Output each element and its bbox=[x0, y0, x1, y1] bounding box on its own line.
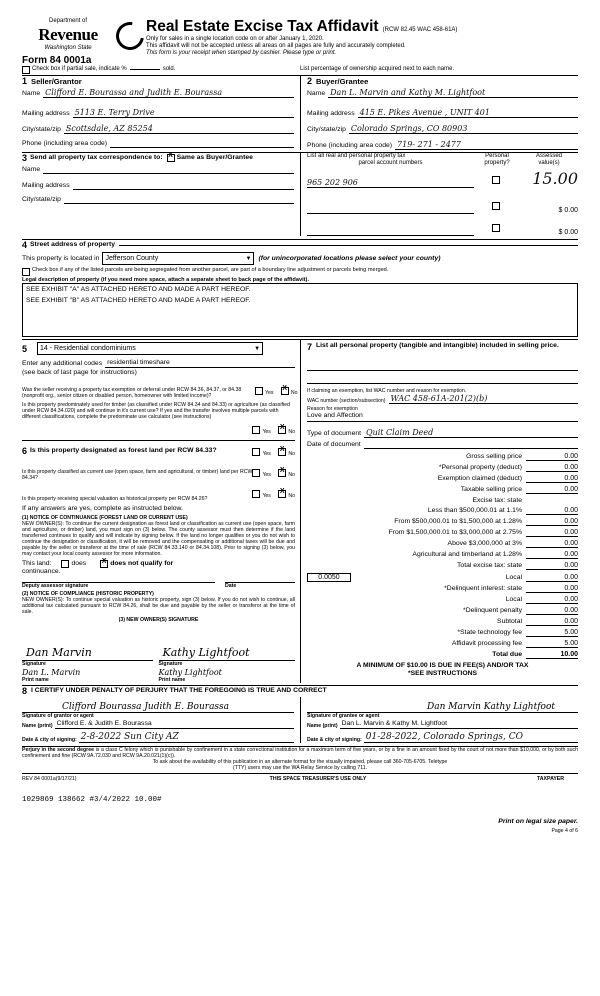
taxpayer-label: TAXPAYER bbox=[537, 776, 564, 782]
deputy-date-label: Date bbox=[225, 583, 237, 589]
parcel-number-1[interactable] bbox=[307, 213, 474, 214]
corr-citystatezip-input[interactable] bbox=[64, 203, 294, 204]
section-certification bbox=[22, 685, 578, 743]
calc-row-0 bbox=[307, 453, 578, 461]
q8-no-checkbox[interactable] bbox=[278, 490, 286, 498]
form-title: Real Estate Excise Tax Affidavit bbox=[146, 18, 379, 35]
personal-property-input[interactable] bbox=[307, 352, 578, 371]
corr-mailing-label: Mailing address bbox=[22, 182, 70, 189]
grantee-name-value[interactable]: Dan L. Marvin & Kathy M. Lightfoot bbox=[340, 720, 578, 729]
current-use-question: Is this property classified as current use (open space, farm and agricultural, or timber) land per RCW 84.34? bbox=[22, 469, 253, 481]
assessed-value-1[interactable]: $ 0.00 bbox=[558, 207, 578, 214]
historic-question: Is this property receiving special valuation as historical property per RCW 84.26? bbox=[22, 496, 208, 502]
print-name-label-left: Print name bbox=[22, 677, 49, 683]
ada-line-1: To ask about the availability of this publication in an alternate format for the visually impaired, please call 360-705-6705. Teletype bbox=[152, 759, 448, 765]
section8-title: I CERTIFY UNDER PENALTY OF PERJURY THAT THE FOREGOING IS TRUE AND CORRECT bbox=[31, 687, 327, 694]
calc-label-1: *Personal property (deduct) bbox=[438, 464, 522, 471]
calc-value-9[interactable]: 0.00 bbox=[526, 551, 578, 559]
grantee-date-value[interactable]: 01-28-2022, Colorado Springs, CO bbox=[364, 732, 578, 743]
calc-label-17: Affidavit processing fee bbox=[451, 640, 522, 647]
exemption-claim-label: If claiming an exemption, list WAC number and reason for exemption. bbox=[307, 388, 467, 394]
perjury-text: is a class C felony which is punishable by confinement in a state correctional institution for a maximum term of five years, or by a fine in an amount fixed by the court of not more than $10,000, or by both such confinement and fine (RCW 9A.72.030 and RCW 9A.20.021(1)(c)). bbox=[22, 747, 578, 759]
calc-value-17[interactable]: 5.00 bbox=[526, 640, 578, 648]
partial-sale-sold: sold. bbox=[162, 66, 176, 72]
calc-value-11[interactable]: 0.00 bbox=[526, 574, 578, 582]
calc-row-3 bbox=[307, 486, 578, 494]
agency-logo bbox=[22, 18, 142, 66]
grantor-date-label: Date & city of signing: bbox=[22, 737, 77, 743]
new-owner-signature-title: (3) NEW OWNER(S) SIGNATURE bbox=[118, 617, 199, 623]
county-select[interactable] bbox=[102, 252, 254, 265]
calc-label-15: Subtotal bbox=[497, 618, 522, 625]
q2-no-label: No bbox=[288, 429, 295, 435]
q2-no-checkbox[interactable] bbox=[278, 426, 286, 434]
dept-line1: Department of bbox=[48, 18, 88, 24]
calc-value-13[interactable]: 0.00 bbox=[526, 596, 578, 604]
seller-name-input[interactable]: Clifford E. Bourassa and Judith E. Bourassa bbox=[43, 88, 294, 98]
q7-no-checkbox[interactable] bbox=[278, 469, 286, 477]
buyer-citystatezip-label: City/state/zip bbox=[307, 126, 346, 133]
section1-title: Seller/Grantor bbox=[31, 76, 82, 86]
section5-number: 5 bbox=[22, 343, 28, 354]
document-type-label: Type of document bbox=[307, 430, 362, 437]
q1-yes-checkbox[interactable] bbox=[255, 387, 263, 395]
section-personal-property bbox=[300, 340, 578, 683]
calc-label-5: Less than $500,000.01 at 1.1% bbox=[427, 507, 522, 514]
minimum-due-note: A MINIMUM OF $10.00 IS DUE IN FEE(S) AND/OR TAX bbox=[356, 662, 529, 669]
calc-label-18: Total due bbox=[492, 651, 522, 658]
q7-no-label: No bbox=[288, 472, 295, 478]
section-use-code bbox=[22, 340, 300, 683]
calc-label-4: Excise tax: state bbox=[472, 497, 522, 504]
calc-value-0[interactable]: 0.00 bbox=[526, 453, 578, 461]
new-owner-print-right[interactable]: Kathy Lightfoot bbox=[158, 668, 222, 677]
buyer-phone-label: Phone (including area code) bbox=[307, 142, 393, 149]
form-sheet bbox=[22, 18, 578, 918]
exemption-question: Was the seller receiving a property tax exemption or deferral under RCW 84.36, 84.37, or 84.38 (nonprofit org., senior citizen or disabled person, homeowner with limited income)? bbox=[22, 387, 242, 399]
calc-value-15[interactable]: 0.00 bbox=[526, 618, 578, 626]
buyer-mailing-input[interactable]: 415 E. Pikes Avenue , UNIT 401 bbox=[358, 108, 578, 118]
land-does-not-checkbox[interactable] bbox=[100, 560, 108, 568]
dept-line3: Washington State bbox=[44, 45, 92, 51]
notice-continuance-title: (1) NOTICE OF CONTINUANCE (FOREST LAND OR CURRENT USE) bbox=[22, 515, 188, 521]
corr-name-label: Name bbox=[22, 166, 41, 173]
section6-number: 6 bbox=[22, 446, 28, 456]
section7-title: List all personal property (tangible and intangible) included in selling price. bbox=[316, 342, 559, 349]
q7-yes-checkbox[interactable] bbox=[252, 469, 260, 477]
q2-yes-label: Yes bbox=[262, 429, 271, 435]
section-buyer bbox=[300, 76, 578, 150]
assessed-header-line2: value(s) bbox=[538, 160, 560, 166]
document-date-label: Date of document bbox=[307, 441, 361, 448]
calc-value-5[interactable]: 0.00 bbox=[526, 507, 578, 515]
corr-mailing-input[interactable] bbox=[73, 189, 294, 190]
grantor-signature-label: Signature of grantor or agent bbox=[22, 713, 94, 719]
personal-header-line2: property? bbox=[484, 160, 510, 166]
buyer-name-label: Name bbox=[307, 90, 326, 97]
personal-property-checkbox-0[interactable] bbox=[492, 176, 500, 184]
deputy-assessor-label: Deputy assessor signature bbox=[22, 583, 89, 589]
parcel-number-2[interactable] bbox=[307, 235, 474, 236]
chevron-down-icon: ▼ bbox=[254, 345, 261, 352]
personal-property-checkbox-2[interactable] bbox=[492, 224, 500, 232]
personal-property-input-2[interactable] bbox=[307, 371, 578, 384]
dept-line2: Revenue bbox=[38, 25, 98, 44]
buyer-name-input[interactable]: Dan L. Marvin and Kathy M. Lightfoot bbox=[328, 88, 578, 98]
calc-row-8 bbox=[307, 540, 578, 548]
section7-number: 7 bbox=[307, 342, 313, 352]
calc-row-2 bbox=[307, 475, 578, 483]
q2-yes-checkbox[interactable] bbox=[252, 426, 260, 434]
q1-yes-label: Yes bbox=[265, 390, 274, 396]
land-use-code-select[interactable] bbox=[37, 342, 263, 355]
calc-value-1[interactable]: 0.00 bbox=[526, 464, 578, 472]
header-sub2: This affidavit will not be accepted unless all areas on all pages are fully and accurately completed. bbox=[146, 43, 406, 49]
parcel-number-0[interactable]: 965 202 906 bbox=[307, 178, 474, 188]
seller-mailing-label: Mailing address bbox=[22, 110, 70, 117]
section8-number: 8 bbox=[22, 686, 28, 696]
calc-value-10[interactable]: 0.00 bbox=[526, 562, 578, 570]
q6-no-checkbox[interactable] bbox=[278, 448, 286, 456]
calc-value-7[interactable]: 0.00 bbox=[526, 529, 578, 537]
seller-name-label: Name bbox=[22, 90, 41, 97]
header-sub3: This form is your receipt when stamped by cashier. Please type or print. bbox=[146, 50, 337, 56]
revision-number: REV 84 0001a(9/17/21) bbox=[22, 776, 77, 782]
form-header bbox=[22, 18, 578, 64]
personal-property-checkbox-1[interactable] bbox=[492, 202, 500, 210]
calc-row-15 bbox=[307, 618, 578, 626]
land-does-label: does bbox=[71, 560, 87, 567]
buyer-citystatezip-input[interactable]: Colorado Springs, CO 80903 bbox=[349, 124, 578, 134]
calc-row-13 bbox=[307, 596, 578, 604]
table-row bbox=[307, 169, 578, 188]
calc-row-16 bbox=[307, 629, 578, 637]
calc-value-6[interactable]: 0.00 bbox=[526, 518, 578, 526]
additional-codes-label: Enter any additional codes bbox=[22, 360, 103, 367]
section2-title: Buyer/Grantee bbox=[316, 76, 369, 86]
grantor-name-label: Name (print) bbox=[22, 723, 53, 729]
notice-continuance-body: NEW OWNER(S): To continue the current designation as forest land or classification as current use (open space, farm and agriculture, or timber) land, you must sign on (3) below. The county assessor must then determine if the land transferred continues to qualify and will indicate by signing below. If the land no longer qualifies or you do not wish to continue the designation or classification, it will be removed and the compensating or additional taxes will be due and payable by the seller or transferor at the time of sale (RCW 84.33.140 or 84.34.108). Prior to signing (3) below, you may contact your local county assessor for more information. bbox=[22, 521, 295, 557]
same-as-buyer-label: Same as Buyer/Grantee bbox=[176, 154, 253, 161]
q8-no-label: No bbox=[288, 493, 295, 499]
parcel-header-line2: parcel account numbers bbox=[358, 160, 423, 166]
corr-citystatezip-label: City/state/zip bbox=[22, 196, 61, 203]
calc-label-9: Agricultural and timberland at 1.28% bbox=[412, 551, 522, 558]
calc-label-8: Above $3,000,000 at 3% bbox=[447, 540, 522, 547]
legal-description-box[interactable] bbox=[22, 283, 578, 337]
partial-sale-label: Check box if partial sale, indicate % bbox=[32, 66, 127, 72]
continuance-word: continuance. bbox=[22, 568, 61, 575]
buyer-mailing-label: Mailing address bbox=[307, 110, 355, 117]
grantor-date-value[interactable]: 2-8-2022 Sun City AZ bbox=[79, 732, 294, 743]
partial-sale-checkbox[interactable] bbox=[22, 66, 30, 74]
legal-line-2: SEE EXHIBIT "B" AS ATTACHED HERETO AND MADE A PART HEREOF. bbox=[26, 297, 251, 304]
seller-phone-input[interactable] bbox=[110, 147, 294, 148]
calc-value-16[interactable]: 5.00 bbox=[526, 629, 578, 637]
section-correspondence bbox=[22, 153, 300, 236]
calc-row-12 bbox=[307, 585, 578, 593]
ada-line-2: (TTY) users may use the WA Relay Service by calling 711. bbox=[232, 765, 368, 771]
calc-value-18[interactable]: 10.00 bbox=[526, 651, 578, 659]
grantee-signature-label: Signature of grantee or agent bbox=[307, 713, 380, 719]
calc-label-13: Local bbox=[505, 596, 522, 603]
personal-header-line1: Personal bbox=[485, 153, 509, 159]
grantor-signature-value[interactable]: Clifford Bourassa Judith E. Bourassa bbox=[62, 702, 230, 712]
calc-row-11 bbox=[307, 573, 578, 582]
section3-number: 3 bbox=[22, 153, 28, 163]
new-owner-sig-label-left: Signature bbox=[22, 661, 46, 667]
seller-phone-label: Phone (including area code) bbox=[22, 140, 108, 147]
table-row bbox=[307, 196, 578, 214]
calc-row-4 bbox=[307, 497, 578, 505]
page-number: Page 4 of 6 bbox=[551, 828, 578, 834]
new-owner-signature-right[interactable]: Kathy Lightfoot bbox=[162, 646, 250, 659]
calc-label-12: *Delinquent interest: state bbox=[444, 585, 522, 592]
section1-number: 1 bbox=[22, 76, 28, 86]
new-owner-print-left[interactable]: Dan L. Marvin bbox=[22, 668, 81, 677]
seller-citystatezip-label: City/state/zip bbox=[22, 126, 61, 133]
located-in-label: This property is located in bbox=[22, 254, 100, 262]
calc-label-2: Exemption claimed (deduct) bbox=[437, 475, 522, 482]
table-row bbox=[307, 218, 578, 236]
segregated-checkbox[interactable] bbox=[22, 268, 30, 276]
reason-exemption-label: Reason for exemption bbox=[307, 406, 358, 412]
section-seller bbox=[22, 76, 300, 150]
timber-question: Is this property predominately used for timber (as classified under RCW 84.34 and 84.33) or agriculture (as classified under RCW 84.34.020) and will continue in it's current use? If yes and the transfer involves multiple parcels with different classifications, complete the predominate use calculator (see instructions) bbox=[22, 402, 290, 420]
section4-number: 4 bbox=[22, 240, 28, 250]
corr-name-input[interactable] bbox=[43, 173, 294, 174]
section-property-address bbox=[22, 239, 578, 337]
grantee-signature-value[interactable]: Dan Marvin Kathy Lightfoot bbox=[427, 702, 556, 712]
q8-yes-label: Yes bbox=[262, 493, 271, 499]
parcel-header-line1: List all real and personal property tax bbox=[307, 153, 406, 159]
calc-row-7 bbox=[307, 529, 578, 537]
section2-number: 2 bbox=[307, 76, 313, 86]
segregated-label: Check box if any of the listed parcels are being segregated from another parcel, are part of a boundary line adjustment or parcels being merged. bbox=[32, 267, 389, 273]
calc-label-10: Total excise tax: state bbox=[457, 562, 522, 569]
document-type-input[interactable]: Quit Claim Deed bbox=[364, 428, 578, 438]
q6-yes-checkbox[interactable] bbox=[252, 448, 260, 456]
additional-codes-input[interactable]: residential timeshare bbox=[105, 359, 295, 368]
calc-label-6: From $500,000.01 to $1,500,000 at 1.28% bbox=[394, 518, 522, 525]
print-name-label-right: Print name bbox=[158, 677, 186, 683]
calc-row-14 bbox=[307, 607, 578, 615]
county-select-value: Jefferson County bbox=[105, 255, 159, 262]
q8-yes-checkbox[interactable] bbox=[252, 490, 260, 498]
grantee-name-label: Name (print) bbox=[307, 723, 338, 729]
answers-instruction: If any answers are yes, complete as instructed below. bbox=[22, 505, 183, 512]
form-number: Form 84 0001a bbox=[22, 55, 92, 66]
header-sub1: Only for sales in a single location code on or after January 1, 2020. bbox=[146, 36, 324, 42]
chevron-down-icon: ▼ bbox=[245, 255, 252, 262]
same-as-buyer-checkbox[interactable] bbox=[167, 154, 175, 162]
treasurer-stamp: 1029869 138662 #3/4/2022 10.00# bbox=[22, 796, 162, 804]
land-does-not-label: does not qualify for bbox=[110, 560, 174, 567]
legal-line-1: SEE EXHIBIT "A" AS ATTACHED HERETO AND MADE A PART HEREOF. bbox=[26, 286, 251, 293]
assessed-header-line1: Assessed bbox=[535, 153, 562, 159]
treasurer-use-label: THIS SPACE TREASURER'S USE ONLY bbox=[269, 776, 367, 782]
seller-mailing-input[interactable]: 5113 E. Terry Drive bbox=[73, 108, 294, 118]
q1-no-checkbox[interactable] bbox=[281, 387, 289, 395]
form-title-citation: (RCW 82.45 WAC 458-61A) bbox=[382, 27, 458, 33]
this-land-label: This land: bbox=[22, 560, 52, 567]
calc-row-1 bbox=[307, 464, 578, 472]
parcel-table bbox=[300, 153, 578, 236]
calc-label-0: Gross selling price bbox=[466, 453, 522, 460]
land-use-code-value: 14 - Residential condominiums bbox=[40, 345, 136, 352]
calc-value-3[interactable]: 0.00 bbox=[526, 486, 578, 494]
notice-compliance-title: (2) NOTICE OF COMPLIANCE (HISTORIC PROPERTY) bbox=[22, 591, 154, 597]
tax-calculation-table bbox=[307, 453, 578, 659]
calc-row-6 bbox=[307, 518, 578, 526]
buyer-phone-input[interactable]: 719- 271 - 2477 bbox=[395, 140, 578, 150]
wac-number-input[interactable]: WAC 458-61A-201(2)(b) bbox=[389, 394, 578, 404]
wac-number-label: WAC number (section/subsection) bbox=[307, 398, 386, 404]
calc-value-2[interactable]: 0.00 bbox=[526, 475, 578, 483]
q7-yes-label: Yes bbox=[262, 472, 271, 478]
calc-value-8[interactable]: 0.00 bbox=[526, 540, 578, 548]
section4-title: Street address of property bbox=[30, 241, 115, 248]
land-does-checkbox[interactable] bbox=[61, 560, 69, 568]
calc-row-9 bbox=[307, 551, 578, 559]
legal-size-note: Print on legal size paper. bbox=[498, 818, 578, 825]
section3-title: Send all property tax correspondence to: bbox=[30, 154, 163, 161]
calc-value-12[interactable]: 0.00 bbox=[526, 585, 578, 593]
grantee-date-label: Date & city of signing: bbox=[307, 737, 362, 743]
reason-exemption-value[interactable]: Love and Affection bbox=[307, 412, 578, 422]
assessed-value-2[interactable]: $ 0.00 bbox=[558, 229, 578, 236]
calc-row-5 bbox=[307, 507, 578, 515]
street-address-input[interactable] bbox=[119, 245, 578, 246]
see-instructions-note: *SEE INSTRUCTIONS bbox=[407, 670, 478, 677]
q6-yes-label: Yes bbox=[262, 451, 271, 457]
calc-label-3: Taxable selling price bbox=[460, 486, 522, 493]
new-owner-signature-left[interactable]: Dan Marvin bbox=[26, 646, 92, 659]
calc-row-17 bbox=[307, 640, 578, 648]
grantor-name-value[interactable]: Clifford E. & Judith E. Bourassa bbox=[55, 720, 294, 729]
new-owner-sig-label-right: Signature bbox=[158, 661, 183, 667]
calc-row-10 bbox=[307, 562, 578, 570]
legal-description-label: Legal description of property (if you need more space, attach a separate sheet to back page of the affidavit). bbox=[22, 277, 309, 283]
county-note: (for unincorporated locations please select your county) bbox=[258, 254, 441, 262]
forest-land-question: Is this property designated as forest land per RCW 84.33? bbox=[30, 447, 217, 454]
assessed-value-0[interactable]: 15.00 bbox=[532, 169, 578, 188]
document-date-input[interactable] bbox=[364, 448, 578, 449]
local-rate-input[interactable]: 0.0050 bbox=[307, 573, 351, 582]
percent-note: List percentage of ownership acquired next to each name. bbox=[300, 66, 455, 72]
form-footer bbox=[22, 746, 578, 782]
calc-label-14: *Delinquent penalty bbox=[463, 607, 522, 614]
calc-label-7: From $1,500,000.01 to $3,000,000 at 2.75% bbox=[388, 529, 522, 536]
calc-value-14[interactable]: 0.00 bbox=[526, 607, 578, 615]
notice-compliance-body: NEW OWNER(S): To continue special valuation as historic property, sign (3) below. If you do not wish to continue, all additional tax calculated pursuant to RCW 84.26, shall be due and payable by the seller or transferor at the time of sale. bbox=[22, 597, 295, 615]
q1-no-label: No bbox=[290, 390, 298, 396]
calc-label-11: Local bbox=[505, 573, 522, 581]
calc-label-16: *State technology fee bbox=[457, 629, 522, 636]
q6-no-label: No bbox=[288, 451, 295, 457]
calc-row-18 bbox=[307, 651, 578, 659]
seller-citystatezip-input[interactable]: Scottsdale, AZ 85254 bbox=[64, 124, 294, 134]
perjury-bold: Perjury in the second degree bbox=[22, 747, 94, 753]
additional-codes-note: (see back of last page for instructions) bbox=[22, 369, 137, 376]
